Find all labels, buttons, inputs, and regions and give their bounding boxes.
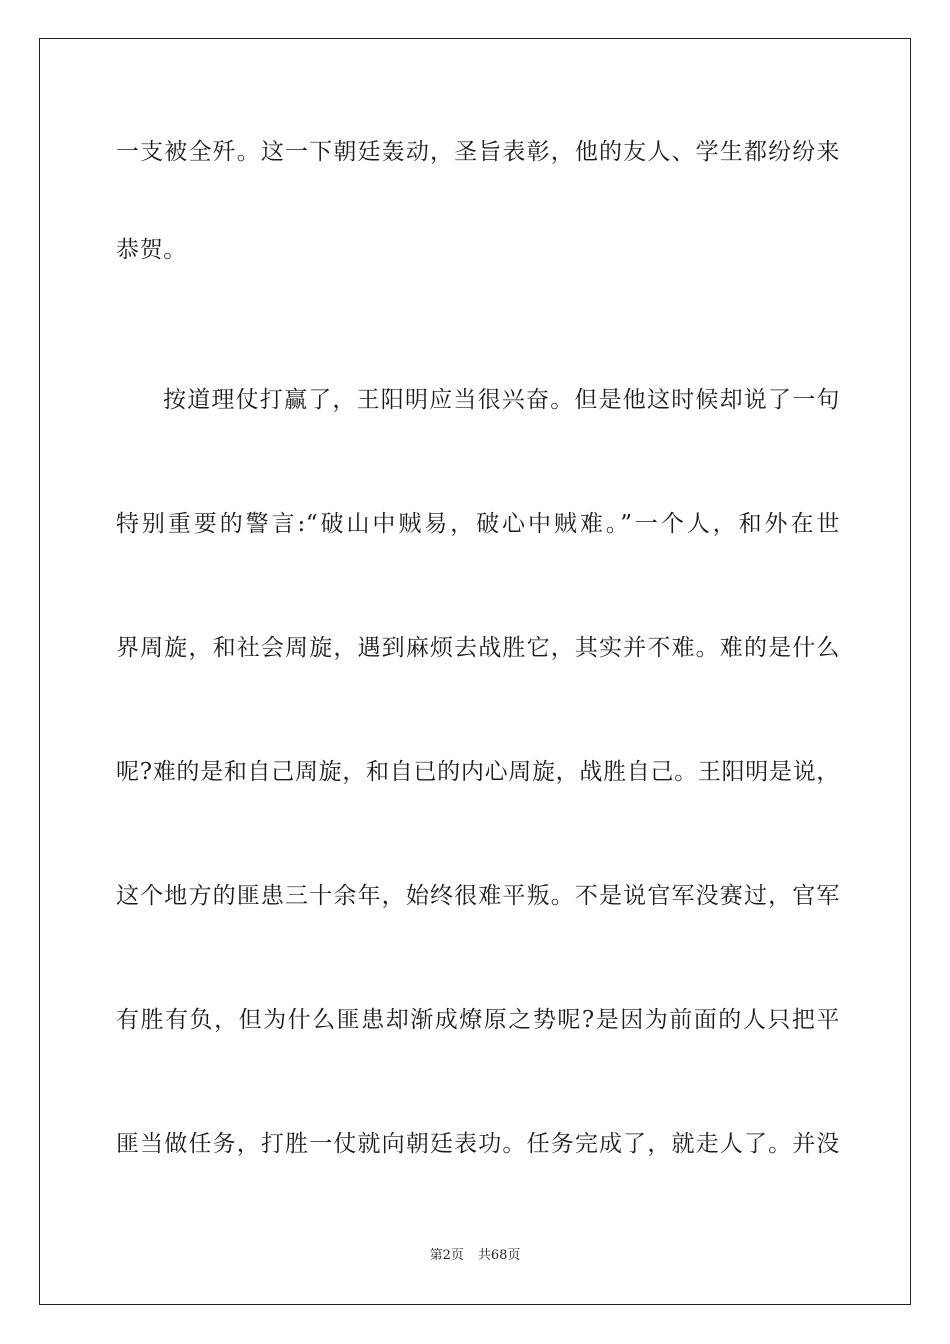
paragraph-line-1: 一支被全歼。这一下朝廷轰动，圣旨表彰，他的友人、学生都纷纷来 bbox=[116, 139, 840, 165]
paragraph-line-6: 呢?难的是和自己周旋，和自已的内心周旋，战胜自己。王阳明是说， bbox=[116, 759, 840, 785]
page-footer bbox=[0, 1247, 950, 1265]
page-border bbox=[39, 38, 911, 1305]
paragraph-line-3: 按道理仗打赢了，王阳明应当很兴奋。但是他这时候却说了一句 bbox=[163, 387, 840, 413]
paragraph-line-8: 有胜有负，但为什么匪患却渐成燎原之势呢?是因为前面的人只把平 bbox=[116, 1007, 840, 1033]
paragraph-line-5: 界周旋，和社会周旋，遇到麻烦去战胜它，其实并不难。难的是什么 bbox=[116, 635, 840, 661]
page-number: 第2页 bbox=[429, 1248, 464, 1263]
paragraph-line-9: 匪当做任务，打胜一仗就向朝廷表功。任务完成了，就走人了。并没 bbox=[116, 1131, 840, 1157]
paragraph-line-4: 特别重要的警言:“破山中贼易，破心中贼难。”一个人，和外在世 bbox=[116, 511, 840, 537]
paragraph-line-2: 恭贺。 bbox=[116, 237, 187, 263]
page-total: 共68页 bbox=[477, 1248, 521, 1263]
paragraph-line-7: 这个地方的匪患三十余年，始终很难平叛。不是说官军没赛过，官军 bbox=[116, 883, 840, 909]
